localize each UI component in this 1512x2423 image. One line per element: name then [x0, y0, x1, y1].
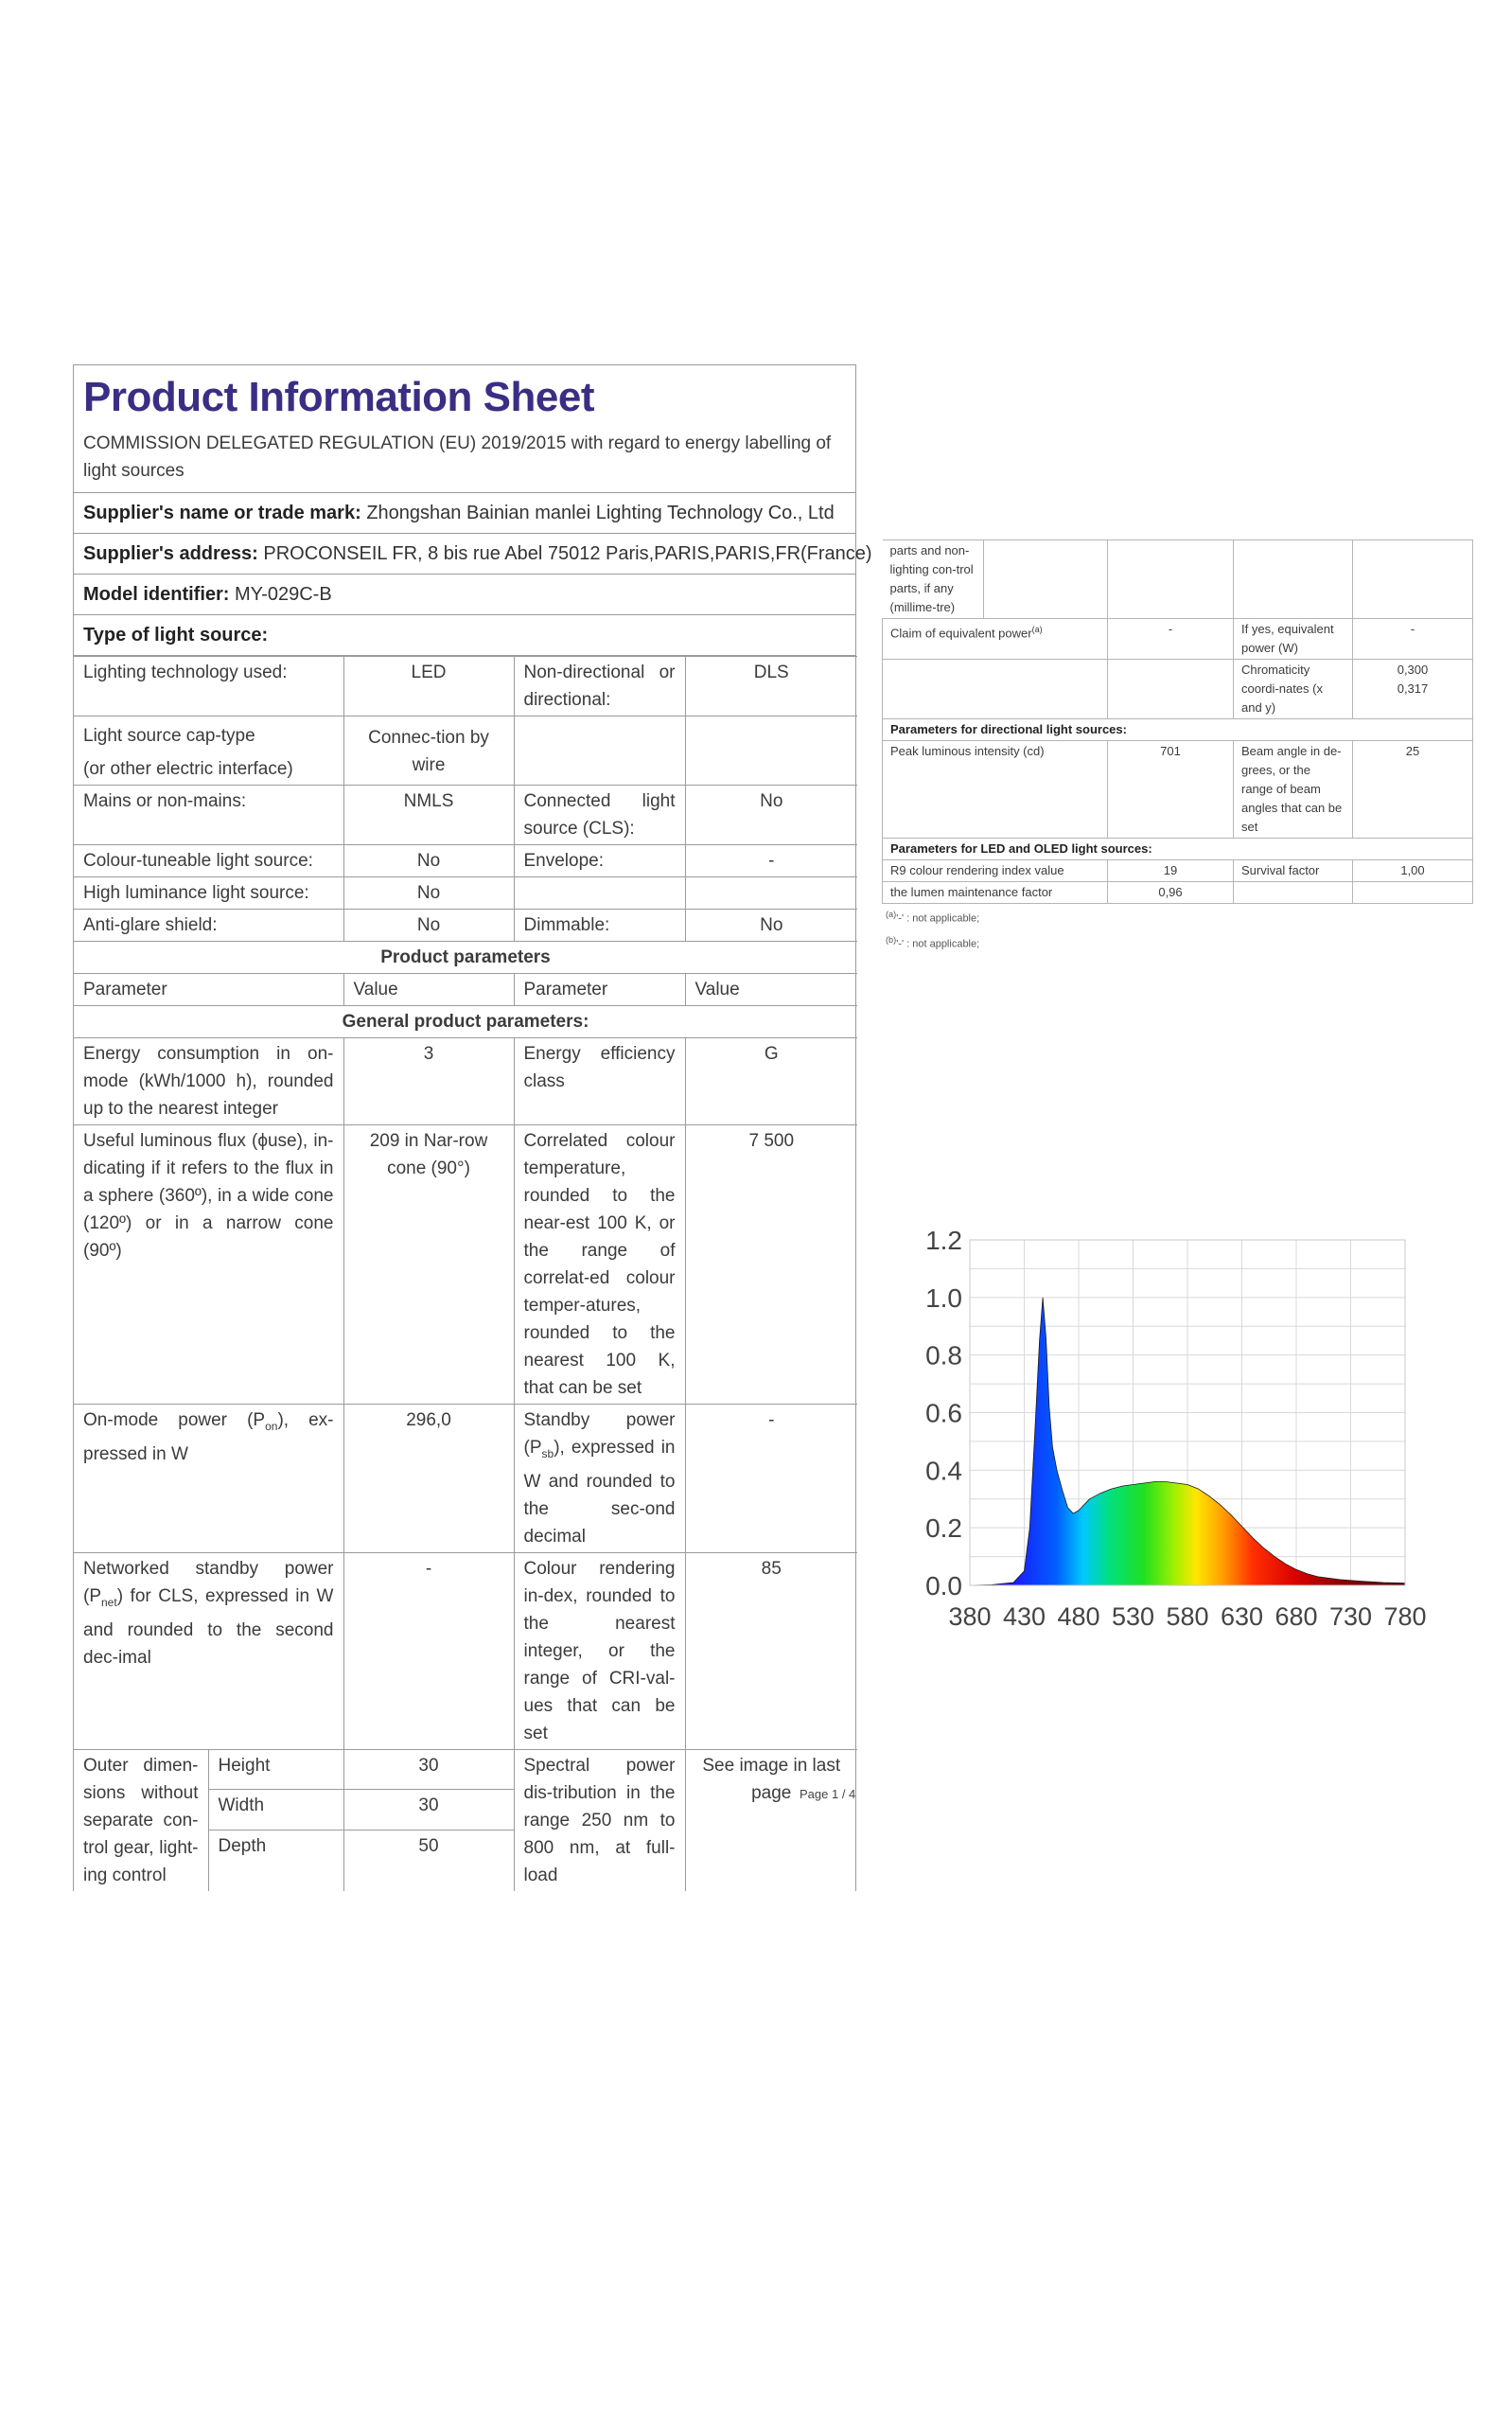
cri-value: 85 — [685, 1552, 857, 1749]
col-header-parameter: Parameter — [74, 974, 343, 1006]
superscript: (a) — [1031, 625, 1043, 634]
type-of-light-source-label: Type of light source: — [83, 625, 269, 646]
chroma-y: 0,317 — [1397, 681, 1429, 696]
energy-value: 3 — [343, 1038, 514, 1125]
col-header-value-2: Value — [685, 974, 857, 1006]
cap-value: Connec-tion by wire — [343, 716, 514, 786]
networked-standby-value: - — [343, 1552, 514, 1749]
beam-value: 25 — [1353, 741, 1473, 839]
y-tick-label: 0.0 — [925, 1571, 962, 1601]
flux-label: Useful luminous flux (ϕuse), in-dicating if it refers to the flux in a sphere (360º), in a wide cone (120º) or in a narrow cone (90º) — [74, 1125, 343, 1405]
lumen-value: 0,96 — [1108, 882, 1234, 904]
cls-label: Connected light source (CLS): — [514, 786, 685, 845]
dim-label: Dimmable: — [514, 910, 685, 942]
on-mode-power-label — [74, 1405, 343, 1553]
tune-value: No — [343, 845, 514, 877]
mains-value: NMLS — [343, 786, 514, 845]
cap-label — [74, 716, 343, 786]
empty-cell — [514, 716, 685, 786]
table-row — [883, 882, 1473, 904]
dir-value: DLS — [685, 657, 857, 716]
supplier-address-label: Supplier's address: — [83, 543, 258, 564]
label-text: Claim of equivalent power — [890, 626, 1032, 641]
empty-cell — [1234, 540, 1353, 619]
cri-label: Colour rendering in-dex, rounded to the nearest integer, or the range of CRI-val-ues that can be set — [514, 1552, 685, 1749]
x-tick-label: 530 — [1111, 1602, 1155, 1631]
equiv-value: - — [1353, 619, 1473, 660]
footnote-text: '-' : not applicable; — [896, 938, 980, 950]
efficiency-value: G — [685, 1038, 857, 1125]
dimensions-label: Outer dimen-sions without separate con-trol gear, light-ing control — [74, 1749, 208, 1891]
glare-label: Anti-glare shield: — [74, 910, 343, 942]
supplier-address-value: PROCONSEIL FR, 8 bis rue Abel 75012 Paris,PARIS,PARIS,FR(France) — [263, 543, 872, 564]
superscript: (b) — [886, 934, 897, 945]
on-mode-power-value: 296,0 — [343, 1405, 514, 1553]
spd-label: Spectral power dis-tribution in the range 250 nm to 800 nm, at full-load — [514, 1749, 685, 1891]
r9-label: R9 colour rendering index value — [883, 860, 1108, 882]
table-row — [883, 540, 1473, 619]
cls-value: No — [685, 786, 857, 845]
label-text: Standby power (P — [523, 1410, 676, 1458]
y-tick-label: 0.2 — [925, 1513, 962, 1544]
standby-power-label — [514, 1405, 685, 1553]
survival-value: 1,00 — [1353, 860, 1473, 882]
hilum-label: High luminance light source: — [74, 877, 343, 910]
tech-value: LED — [343, 657, 514, 716]
lumen-label: the lumen maintenance factor — [883, 882, 1108, 904]
table-row — [883, 741, 1473, 839]
label-text: Networked standby power (P — [83, 1558, 334, 1606]
cap-label-line2: (or other electric interface) — [83, 759, 293, 779]
empty-cell — [1234, 882, 1353, 904]
parts-label: parts and non-lighting con-trol parts, if any (millime-tre) — [883, 540, 984, 619]
efficiency-label: Energy efficiency class — [514, 1038, 685, 1125]
superscript: (a) — [886, 910, 897, 919]
product-parameters-header: Product parameters — [74, 942, 857, 974]
x-tick-label: 680 — [1275, 1602, 1318, 1631]
table-row — [74, 1749, 857, 1790]
chroma-x: 0,300 — [1397, 663, 1429, 677]
col-header-value: Value — [343, 974, 514, 1006]
table-row — [74, 1038, 857, 1125]
width-label: Width — [208, 1790, 343, 1831]
model-identifier-value: MY-029C-B — [235, 584, 332, 605]
model-identifier-row — [74, 575, 855, 615]
cct-value: 7 500 — [685, 1125, 857, 1405]
x-tick-label: 630 — [1220, 1602, 1264, 1631]
glare-value: No — [343, 910, 514, 942]
x-tick-label: 580 — [1166, 1602, 1209, 1631]
y-tick-labels — [925, 1230, 962, 1601]
width-value: 30 — [343, 1790, 514, 1831]
cct-label: Correlated colour temperature, rounded to the near-est 100 K, or the range of correlat-ed colour temper-atures, rounded to the nearest 100 K, that can be set — [514, 1125, 685, 1405]
dim-value: No — [685, 910, 857, 942]
label-text: ), ex-pressed in W — [83, 1410, 334, 1464]
equiv-label: If yes, equivalent power (W) — [1234, 619, 1353, 660]
table-row — [74, 974, 857, 1006]
tune-label: Colour-tuneable light source: — [74, 845, 343, 877]
flux-value: 209 in Nar-row cone (90°) — [343, 1125, 514, 1405]
label-text: ), expressed in W and rounded to the sec-ond decimal — [523, 1438, 676, 1547]
spectral-power-chart — [904, 1230, 1433, 1675]
supplier-name-row — [74, 493, 855, 534]
y-tick-label: 1.0 — [925, 1282, 962, 1313]
empty-cell — [1353, 882, 1473, 904]
table-row — [74, 845, 857, 877]
footnote-a — [886, 904, 1472, 929]
col-header-parameter-2: Parameter — [514, 974, 685, 1006]
mains-label: Mains or non-mains: — [74, 786, 343, 845]
table-row — [883, 619, 1473, 660]
continued-parameters — [882, 539, 1472, 954]
beam-label: Beam angle in de-grees, or the range of beam angles that can be set — [1234, 741, 1353, 839]
table-row — [74, 1405, 857, 1553]
r9-value: 19 — [1108, 860, 1234, 882]
x-tick-label: 480 — [1057, 1602, 1100, 1631]
subscript: sb — [541, 1446, 554, 1460]
page-title: Product Information Sheet — [83, 374, 594, 420]
chroma-value — [1353, 660, 1473, 719]
tech-label: Lighting technology used: — [74, 657, 343, 716]
supplier-name-label: Supplier's name or trade mark: — [83, 503, 361, 523]
spectral-chart-svg — [904, 1230, 1433, 1675]
spd-value: See image in last page — [685, 1749, 857, 1891]
footnote-b — [886, 929, 1472, 955]
general-parameters-header: General product parameters: — [74, 1006, 857, 1038]
x-tick-label: 780 — [1383, 1602, 1427, 1631]
networked-standby-label — [74, 1552, 343, 1749]
height-label: Height — [208, 1749, 343, 1790]
empty-cell — [685, 716, 857, 786]
continued-table — [882, 539, 1473, 904]
depth-value: 50 — [343, 1830, 514, 1891]
table-row — [74, 877, 857, 910]
table-row — [74, 716, 857, 786]
claim-label — [883, 619, 1108, 660]
standby-power-value: - — [685, 1405, 857, 1553]
subscript: on — [265, 1419, 278, 1433]
y-tick-label: 0.6 — [925, 1398, 962, 1428]
table-row — [74, 1006, 857, 1038]
directional-header: Parameters for directional light sources: — [883, 719, 1473, 741]
table-row — [883, 660, 1473, 719]
table-row — [74, 910, 857, 942]
table-row — [883, 860, 1473, 882]
subscript: net — [101, 1595, 117, 1609]
x-tick-labels — [948, 1602, 1426, 1631]
label-text: ) for CLS, expressed in W and rounded to the second dec-imal — [83, 1585, 334, 1668]
table-row — [74, 786, 857, 845]
survival-label: Survival factor — [1234, 860, 1353, 882]
x-tick-label: 730 — [1328, 1602, 1373, 1631]
peak-value: 701 — [1108, 741, 1234, 839]
footnote-text: '-' : not applicable; — [896, 912, 980, 925]
claim-value: - — [1108, 619, 1234, 660]
type-of-light-source-row — [74, 615, 855, 656]
table-row — [883, 719, 1473, 741]
hilum-value: No — [343, 877, 514, 910]
cap-label-line1: Light source cap-type — [83, 726, 255, 746]
empty-cell — [883, 660, 1108, 719]
table-row — [74, 1552, 857, 1749]
depth-label: Depth — [208, 1830, 343, 1891]
page-number: Page 1 / 4 — [800, 1787, 856, 1801]
env-label: Envelope: — [514, 845, 685, 877]
table-row — [74, 657, 857, 716]
dir-label: Non-directional or directional: — [514, 657, 685, 716]
light-source-table — [74, 656, 857, 1891]
empty-cell — [1353, 540, 1473, 619]
empty-cell — [984, 540, 1108, 619]
table-row — [74, 942, 857, 974]
height-value: 30 — [343, 1749, 514, 1790]
x-tick-label: 430 — [1002, 1602, 1046, 1631]
y-tick-label: 1.2 — [925, 1230, 962, 1255]
energy-label: Energy consumption in on-mode (kWh/1000 h), rounded up to the nearest integer — [74, 1038, 343, 1125]
title-block — [74, 365, 855, 493]
y-tick-label: 0.8 — [925, 1340, 962, 1371]
supplier-name-value: Zhongshan Bainian manlei Lighting Technology Co., Ltd — [366, 503, 835, 523]
regulation-subtitle: COMMISSION DELEGATED REGULATION (EU) 2019/2015 with regard to energy labelling of light sources — [83, 433, 832, 481]
table-row — [883, 839, 1473, 860]
y-tick-label: 0.4 — [925, 1456, 962, 1486]
empty-cell — [685, 877, 857, 910]
chroma-label: Chromaticity coordi-nates (x and y) — [1234, 660, 1353, 719]
table-row — [74, 1125, 857, 1405]
empty-cell — [1108, 540, 1234, 619]
empty-cell — [1108, 660, 1234, 719]
led-header: Parameters for LED and OLED light sources: — [883, 839, 1473, 860]
env-value: - — [685, 845, 857, 877]
label-text: On-mode power (P — [83, 1410, 266, 1430]
x-tick-label: 380 — [948, 1602, 992, 1631]
product-information-sheet — [73, 364, 872, 1891]
model-identifier-label: Model identifier: — [83, 584, 230, 605]
empty-cell — [514, 877, 685, 910]
supplier-address-row — [74, 534, 872, 575]
peak-label: Peak luminous intensity (cd) — [883, 741, 1108, 839]
